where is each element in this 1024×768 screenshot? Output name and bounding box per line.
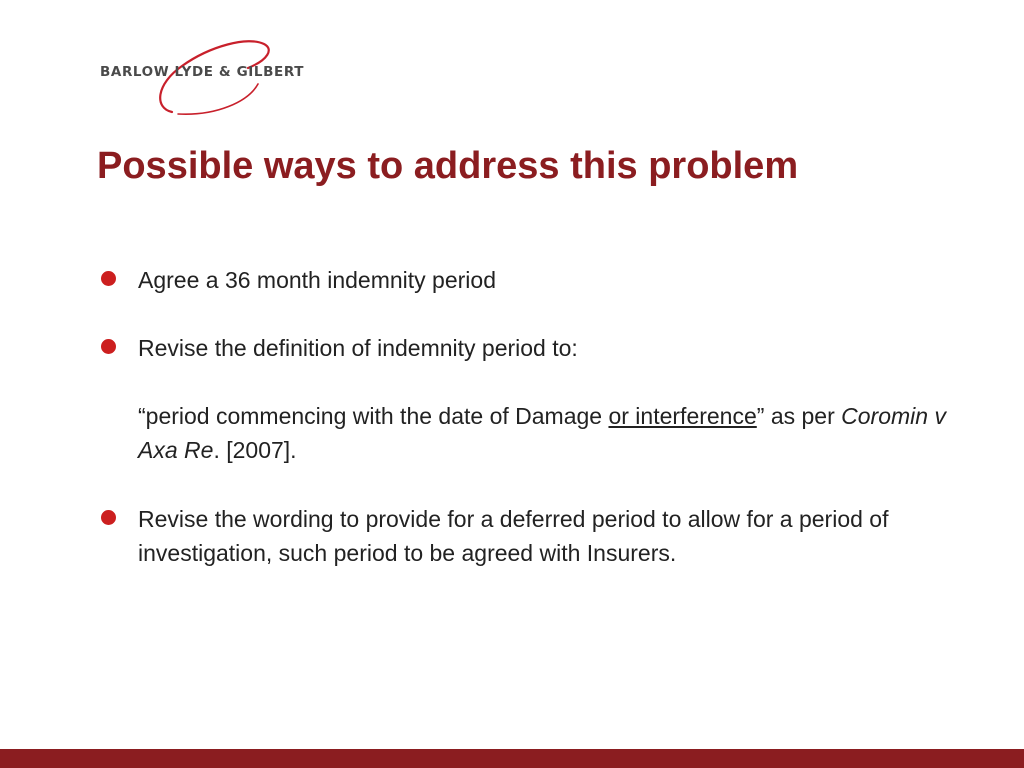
bullet-dot-icon [101, 510, 116, 525]
quote-underlined-text: or interference [608, 403, 757, 429]
footer-bar [0, 749, 1024, 768]
bullet-text: Revise the wording to provide for a deferred period to allow for a period of investigation, such period to be agreed with Insurers. [138, 506, 889, 566]
logo-wordmark: BARLOW LYDE & GILBERT [100, 64, 305, 80]
bullet-text: Agree a 36 month indemnity period [138, 267, 496, 293]
case-name: Coromin v Axa Re [138, 403, 946, 463]
bullet-text: Revise the definition of indemnity period to: [138, 335, 578, 361]
company-logo [98, 34, 348, 118]
quote-text: . [2007]. [213, 437, 297, 463]
quote-text: “period commencing with the date of Damage [138, 403, 609, 429]
bullet-dot-icon [101, 271, 116, 286]
quote-text: ” as per [756, 403, 842, 429]
slide-title: Possible ways to address this problem [97, 145, 799, 187]
definition-quote [138, 399, 964, 467]
bullet-dot-icon [101, 339, 116, 354]
